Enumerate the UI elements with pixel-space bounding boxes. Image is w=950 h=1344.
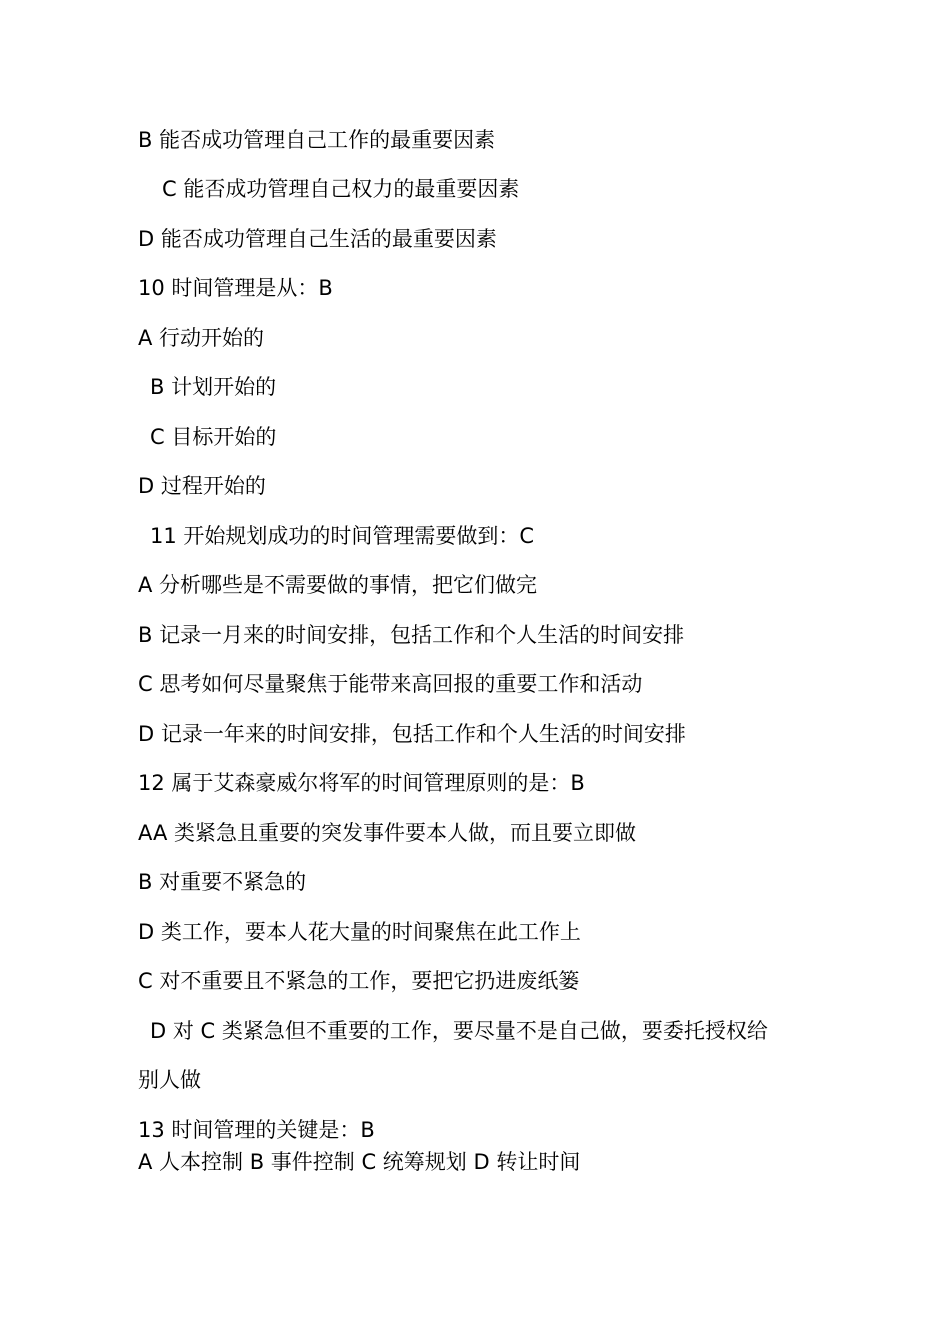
q11-option-c: C 思考如何尽量聚焦于能带来高回报的重要工作和活动 [138, 672, 643, 696]
q12-option-a: AA 类紧急且重要的突发事件要本人做，而且要立即做 [138, 821, 636, 845]
q12-option-d: D 对 C 类紧急但不重要的工作，要尽量不是自己做，要委托授权给 [150, 1019, 768, 1043]
option-d-life: D 能否成功管理自己生活的最重要因素 [138, 227, 497, 251]
q11-option-a: A 分析哪些是不需要做的事情，把它们做完 [138, 573, 538, 597]
q12-option-b: B 对重要不紧急的 [138, 870, 307, 894]
q10-option-c: C 目标开始的 [150, 425, 277, 449]
question-12: 12 属于艾森豪威尔将军的时间管理原则的是：B [138, 771, 585, 795]
question-10: 10 时间管理是从：B [138, 276, 333, 300]
q13-options: A 人本控制 B 事件控制 C 统筹规划 D 转让时间 [138, 1150, 581, 1174]
q10-option-b: B 计划开始的 [150, 375, 277, 399]
option-c-power: C 能否成功管理自己权力的最重要因素 [162, 177, 520, 201]
q12-option-b-cont: D 类工作，要本人花大量的时间聚焦在此工作上 [138, 920, 581, 944]
q12-option-d-cont: 别人做 [138, 1068, 201, 1092]
q12-option-c: C 对不重要且不紧急的工作，要把它扔进废纸篓 [138, 969, 580, 993]
q11-option-b: B 记录一月来的时间安排，包括工作和个人生活的时间安排 [138, 623, 685, 647]
q10-option-a: A 行动开始的 [138, 326, 265, 350]
option-b-work: B 能否成功管理自己工作的最重要因素 [138, 128, 496, 152]
question-13: 13 时间管理的关键是：B [138, 1118, 375, 1142]
q10-option-d: D 过程开始的 [138, 474, 266, 498]
question-11: 11 开始规划成功的时间管理需要做到：C [150, 524, 535, 548]
q11-option-d: D 记录一年来的时间安排，包括工作和个人生活的时间安排 [138, 722, 686, 746]
